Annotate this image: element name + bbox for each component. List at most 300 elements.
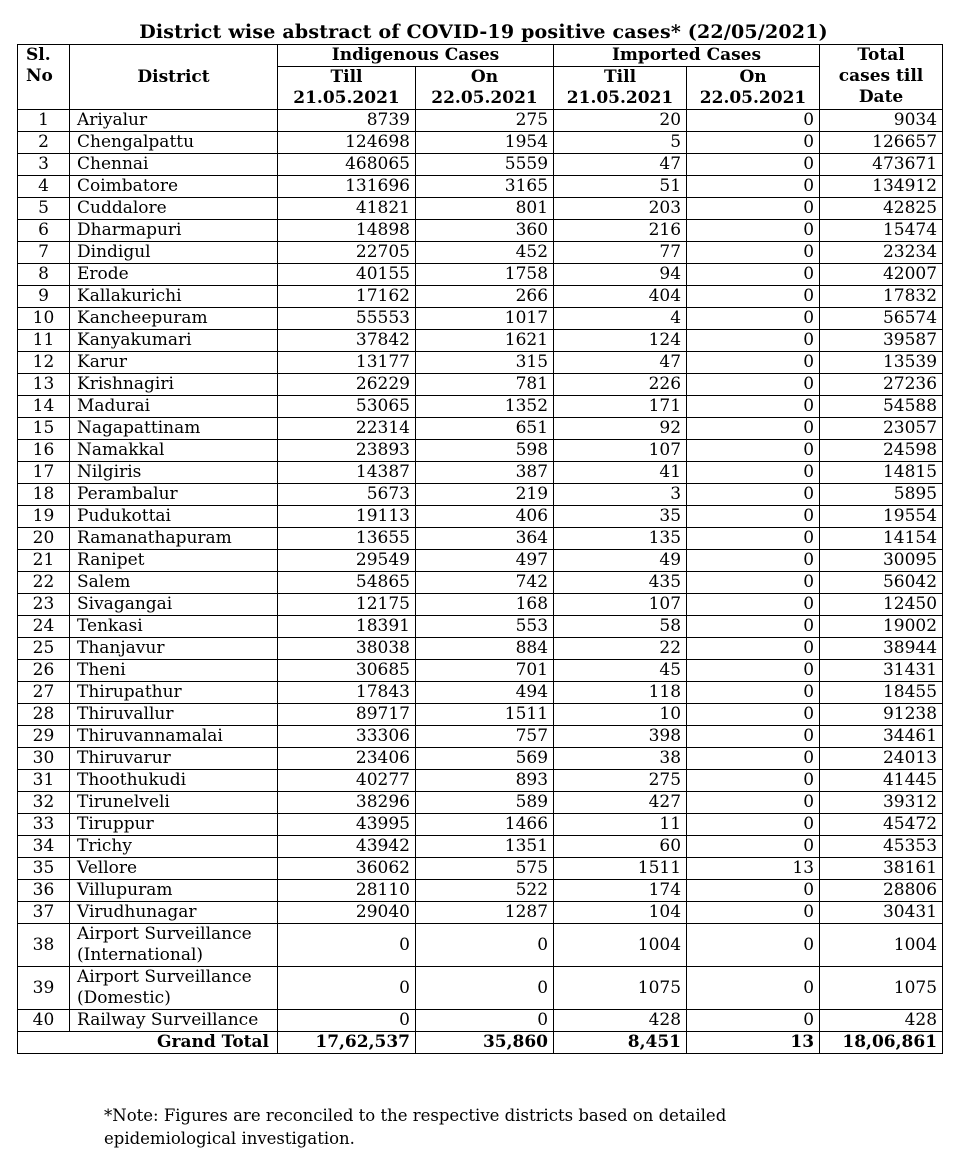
indigenous-till-cell: 26229 (278, 374, 416, 396)
table-row (18, 418, 943, 440)
total-cell: 45353 (820, 836, 943, 858)
indigenous-on-cell: 1511 (416, 704, 554, 726)
table-row (18, 550, 943, 572)
sl-no-cell: 20 (18, 528, 70, 550)
table-row (18, 967, 943, 1010)
sl-no-cell: 17 (18, 462, 70, 484)
imported-on-cell: 0 (687, 352, 820, 374)
table-row (18, 660, 943, 682)
imported-till-cell: 427 (554, 792, 687, 814)
header-imported: Imported Cases (554, 45, 820, 67)
imported-till-cell: 77 (554, 242, 687, 264)
indigenous-till-cell: 0 (278, 967, 416, 1010)
header-indigenous-till-date: 21.05.2021 (278, 88, 416, 110)
imported-till-cell: 4 (554, 308, 687, 330)
indigenous-on-cell: 387 (416, 462, 554, 484)
district-line2: (Domestic) (77, 988, 171, 1008)
indigenous-till-cell: 22314 (278, 418, 416, 440)
indigenous-till-cell: 14898 (278, 220, 416, 242)
district-cell (70, 924, 278, 967)
table-row (18, 836, 943, 858)
imported-on-cell: 0 (687, 440, 820, 462)
imported-till-cell: 1511 (554, 858, 687, 880)
district-cell: Kanyakumari (70, 330, 278, 352)
district-cell: Karur (70, 352, 278, 374)
indigenous-till-cell: 41821 (278, 198, 416, 220)
district-cell: Namakkal (70, 440, 278, 462)
district-cases-table (17, 44, 943, 1054)
imported-till-cell: 275 (554, 770, 687, 792)
imported-till-cell: 5 (554, 132, 687, 154)
imported-till-cell: 3 (554, 484, 687, 506)
total-cell: 19554 (820, 506, 943, 528)
imported-on-cell: 0 (687, 286, 820, 308)
district-cell: Tirunelveli (70, 792, 278, 814)
indigenous-on-cell: 893 (416, 770, 554, 792)
district-cell: Railway Surveillance (70, 1010, 278, 1032)
district-cell: Tenkasi (70, 616, 278, 638)
total-cell: 28806 (820, 880, 943, 902)
district-cell: Pudukottai (70, 506, 278, 528)
indigenous-on-cell: 266 (416, 286, 554, 308)
imported-on-cell: 0 (687, 748, 820, 770)
table-row (18, 440, 943, 462)
header-indigenous: Indigenous Cases (278, 45, 554, 67)
imported-on-cell: 0 (687, 836, 820, 858)
imported-till-cell: 107 (554, 594, 687, 616)
sl-no-cell: 10 (18, 308, 70, 330)
total-cell: 5895 (820, 484, 943, 506)
imported-on-cell: 0 (687, 330, 820, 352)
indigenous-till-cell: 0 (278, 1010, 416, 1032)
imported-on-cell: 0 (687, 110, 820, 132)
imported-till-cell: 47 (554, 352, 687, 374)
total-cell: 23234 (820, 242, 943, 264)
header-imported-on-date: 22.05.2021 (687, 88, 820, 110)
imported-till-cell: 22 (554, 638, 687, 660)
indigenous-on-cell: 1017 (416, 308, 554, 330)
indigenous-on-cell: 589 (416, 792, 554, 814)
indigenous-on-cell: 522 (416, 880, 554, 902)
total-cell: 42007 (820, 264, 943, 286)
header-indigenous-till: Till (278, 67, 416, 89)
total-cell: 30431 (820, 902, 943, 924)
indigenous-on-cell: 575 (416, 858, 554, 880)
indigenous-on-cell: 0 (416, 1010, 554, 1032)
imported-on-cell: 0 (687, 682, 820, 704)
district-cell: Vellore (70, 858, 278, 880)
table-row (18, 748, 943, 770)
district-cell: Dharmapuri (70, 220, 278, 242)
total-cell: 14815 (820, 462, 943, 484)
sl-no-cell: 3 (18, 154, 70, 176)
total-cell: 18455 (820, 682, 943, 704)
imported-till-cell: 135 (554, 528, 687, 550)
table-row (18, 374, 943, 396)
imported-till-cell: 20 (554, 110, 687, 132)
total-cell: 91238 (820, 704, 943, 726)
imported-on-cell: 0 (687, 550, 820, 572)
header-indigenous-on: On (416, 67, 554, 89)
imported-on-cell: 0 (687, 638, 820, 660)
imported-till-cell: 104 (554, 902, 687, 924)
indigenous-till-cell: 28110 (278, 880, 416, 902)
total-cell: 12450 (820, 594, 943, 616)
imported-till-cell: 92 (554, 418, 687, 440)
district-cell: Villupuram (70, 880, 278, 902)
table-row (18, 506, 943, 528)
grand-indigenous-on: 35,860 (416, 1032, 554, 1054)
sl-no-cell: 24 (18, 616, 70, 638)
indigenous-till-cell: 43995 (278, 814, 416, 836)
sl-no-cell: 40 (18, 1010, 70, 1032)
total-cell: 15474 (820, 220, 943, 242)
district-cell: Virudhunagar (70, 902, 278, 924)
imported-on-cell: 0 (687, 264, 820, 286)
indigenous-till-cell: 17843 (278, 682, 416, 704)
sl-no-cell: 27 (18, 682, 70, 704)
district-cell: Krishnagiri (70, 374, 278, 396)
sl-no-cell: 21 (18, 550, 70, 572)
total-cell: 1075 (820, 967, 943, 1010)
indigenous-till-cell: 38296 (278, 792, 416, 814)
sl-no-cell: 5 (18, 198, 70, 220)
imported-on-cell: 0 (687, 374, 820, 396)
indigenous-on-cell: 1954 (416, 132, 554, 154)
imported-on-cell: 0 (687, 594, 820, 616)
sl-no-cell: 9 (18, 286, 70, 308)
sl-no-cell: 13 (18, 374, 70, 396)
indigenous-till-cell: 54865 (278, 572, 416, 594)
district-cell: Ramanathapuram (70, 528, 278, 550)
indigenous-till-cell: 13177 (278, 352, 416, 374)
sl-no-cell: 14 (18, 396, 70, 418)
indigenous-till-cell: 12175 (278, 594, 416, 616)
imported-till-cell: 11 (554, 814, 687, 836)
indigenous-till-cell: 131696 (278, 176, 416, 198)
footnote-line2: epidemiological investigation. (104, 1129, 355, 1148)
imported-till-cell: 118 (554, 682, 687, 704)
sl-no-cell: 1 (18, 110, 70, 132)
total-cell: 56042 (820, 572, 943, 594)
indigenous-till-cell: 55553 (278, 308, 416, 330)
indigenous-till-cell: 5673 (278, 484, 416, 506)
total-cell: 126657 (820, 132, 943, 154)
sl-no-cell: 23 (18, 594, 70, 616)
total-cell: 19002 (820, 616, 943, 638)
indigenous-on-cell: 5559 (416, 154, 554, 176)
imported-on-cell: 0 (687, 770, 820, 792)
table-row (18, 154, 943, 176)
imported-till-cell: 51 (554, 176, 687, 198)
indigenous-on-cell: 701 (416, 660, 554, 682)
imported-on-cell: 0 (687, 880, 820, 902)
indigenous-till-cell: 8739 (278, 110, 416, 132)
total-cell: 1004 (820, 924, 943, 967)
district-cell: Kallakurichi (70, 286, 278, 308)
sl-no-cell: 25 (18, 638, 70, 660)
indigenous-on-cell: 553 (416, 616, 554, 638)
indigenous-on-cell: 1466 (416, 814, 554, 836)
district-cell: Trichy (70, 836, 278, 858)
imported-till-cell: 107 (554, 440, 687, 462)
table-row (18, 110, 943, 132)
imported-till-cell: 1004 (554, 924, 687, 967)
header-district: District (70, 45, 278, 110)
district-line1: Airport Surveillance (77, 924, 252, 944)
table-row (18, 924, 943, 967)
header-sl-no (18, 45, 70, 110)
imported-on-cell: 0 (687, 484, 820, 506)
district-cell: Thiruvarur (70, 748, 278, 770)
imported-till-cell: 398 (554, 726, 687, 748)
table-row (18, 484, 943, 506)
indigenous-on-cell: 1758 (416, 264, 554, 286)
table-row (18, 176, 943, 198)
total-cell: 38161 (820, 858, 943, 880)
header-indigenous-on-date: 22.05.2021 (416, 88, 554, 110)
district-cell: Chennai (70, 154, 278, 176)
header-total-line2: cases till (838, 66, 924, 86)
imported-till-cell: 58 (554, 616, 687, 638)
indigenous-till-cell: 43942 (278, 836, 416, 858)
table-row (18, 572, 943, 594)
imported-on-cell: 0 (687, 616, 820, 638)
indigenous-till-cell: 23406 (278, 748, 416, 770)
indigenous-on-cell: 781 (416, 374, 554, 396)
table-row (18, 242, 943, 264)
header-total-line3: Date (858, 87, 904, 107)
imported-till-cell: 60 (554, 836, 687, 858)
indigenous-till-cell: 124698 (278, 132, 416, 154)
indigenous-on-cell: 742 (416, 572, 554, 594)
total-cell: 24013 (820, 748, 943, 770)
header-total (820, 45, 943, 110)
total-cell: 134912 (820, 176, 943, 198)
grand-total-value: 18,06,861 (820, 1032, 943, 1054)
grand-imported-on: 13 (687, 1032, 820, 1054)
total-cell: 30095 (820, 550, 943, 572)
indigenous-till-cell: 29549 (278, 550, 416, 572)
imported-on-cell: 0 (687, 792, 820, 814)
total-cell: 17832 (820, 286, 943, 308)
imported-till-cell: 226 (554, 374, 687, 396)
district-cell: Salem (70, 572, 278, 594)
sl-no-cell: 18 (18, 484, 70, 506)
indigenous-till-cell: 13655 (278, 528, 416, 550)
imported-till-cell: 174 (554, 880, 687, 902)
district-line2: (International) (77, 945, 204, 965)
table-row (18, 396, 943, 418)
imported-till-cell: 35 (554, 506, 687, 528)
indigenous-on-cell: 651 (416, 418, 554, 440)
imported-on-cell: 0 (687, 506, 820, 528)
imported-till-cell: 45 (554, 660, 687, 682)
imported-till-cell: 38 (554, 748, 687, 770)
table-row (18, 902, 943, 924)
imported-till-cell: 124 (554, 330, 687, 352)
imported-on-cell: 0 (687, 242, 820, 264)
imported-till-cell: 404 (554, 286, 687, 308)
total-cell: 41445 (820, 770, 943, 792)
imported-till-cell: 47 (554, 154, 687, 176)
indigenous-on-cell: 219 (416, 484, 554, 506)
indigenous-on-cell: 0 (416, 924, 554, 967)
district-cell: Thiruvallur (70, 704, 278, 726)
header-total-line1: Total (857, 45, 905, 65)
total-cell: 39587 (820, 330, 943, 352)
indigenous-till-cell: 36062 (278, 858, 416, 880)
imported-till-cell: 10 (554, 704, 687, 726)
indigenous-on-cell: 569 (416, 748, 554, 770)
indigenous-on-cell: 275 (416, 110, 554, 132)
indigenous-on-cell: 1621 (416, 330, 554, 352)
imported-on-cell: 0 (687, 308, 820, 330)
indigenous-on-cell: 598 (416, 440, 554, 462)
sl-no-cell: 38 (18, 924, 70, 967)
imported-on-cell: 0 (687, 814, 820, 836)
table-row (18, 220, 943, 242)
indigenous-on-cell: 1351 (416, 836, 554, 858)
district-cell: Nilgiris (70, 462, 278, 484)
imported-on-cell: 0 (687, 132, 820, 154)
total-cell: 14154 (820, 528, 943, 550)
imported-till-cell: 1075 (554, 967, 687, 1010)
district-cell: Ariyalur (70, 110, 278, 132)
indigenous-on-cell: 1287 (416, 902, 554, 924)
indigenous-on-cell: 1352 (416, 396, 554, 418)
table-row (18, 616, 943, 638)
indigenous-till-cell: 38038 (278, 638, 416, 660)
total-cell: 13539 (820, 352, 943, 374)
table-row (18, 286, 943, 308)
indigenous-till-cell: 18391 (278, 616, 416, 638)
indigenous-till-cell: 89717 (278, 704, 416, 726)
header-imported-till: Till (554, 67, 687, 89)
sl-no-cell: 29 (18, 726, 70, 748)
indigenous-on-cell: 801 (416, 198, 554, 220)
district-cell: Perambalur (70, 484, 278, 506)
table-row (18, 462, 943, 484)
sl-no-cell: 16 (18, 440, 70, 462)
indigenous-on-cell: 360 (416, 220, 554, 242)
sl-no-cell: 28 (18, 704, 70, 726)
indigenous-till-cell: 40155 (278, 264, 416, 286)
header-sl-line1: Sl. (26, 45, 51, 65)
sl-no-cell: 26 (18, 660, 70, 682)
imported-on-cell: 0 (687, 967, 820, 1010)
indigenous-till-cell: 33306 (278, 726, 416, 748)
indigenous-till-cell: 14387 (278, 462, 416, 484)
total-cell: 9034 (820, 110, 943, 132)
total-cell: 27236 (820, 374, 943, 396)
district-cell: Cuddalore (70, 198, 278, 220)
imported-on-cell: 0 (687, 396, 820, 418)
imported-on-cell: 0 (687, 176, 820, 198)
sl-no-cell: 22 (18, 572, 70, 594)
district-cell: Sivagangai (70, 594, 278, 616)
total-cell: 42825 (820, 198, 943, 220)
district-cell: Thiruvannamalai (70, 726, 278, 748)
indigenous-till-cell: 37842 (278, 330, 416, 352)
imported-on-cell: 0 (687, 704, 820, 726)
sl-no-cell: 6 (18, 220, 70, 242)
sl-no-cell: 2 (18, 132, 70, 154)
district-cell: Thoothukudi (70, 770, 278, 792)
imported-till-cell: 41 (554, 462, 687, 484)
header-sl-line2: No (26, 66, 53, 86)
indigenous-till-cell: 0 (278, 924, 416, 967)
table-row (18, 264, 943, 286)
imported-on-cell: 13 (687, 858, 820, 880)
district-cell (70, 967, 278, 1010)
imported-till-cell: 428 (554, 1010, 687, 1032)
table-row (18, 792, 943, 814)
district-cell: Ranipet (70, 550, 278, 572)
table-row (18, 704, 943, 726)
total-cell: 31431 (820, 660, 943, 682)
indigenous-on-cell: 315 (416, 352, 554, 374)
district-cell: Theni (70, 660, 278, 682)
indigenous-till-cell: 53065 (278, 396, 416, 418)
sl-no-cell: 15 (18, 418, 70, 440)
indigenous-till-cell: 22705 (278, 242, 416, 264)
sl-no-cell: 39 (18, 967, 70, 1010)
indigenous-till-cell: 30685 (278, 660, 416, 682)
imported-till-cell: 49 (554, 550, 687, 572)
table-row (18, 880, 943, 902)
sl-no-cell: 37 (18, 902, 70, 924)
table-row (18, 770, 943, 792)
imported-on-cell: 0 (687, 660, 820, 682)
indigenous-on-cell: 884 (416, 638, 554, 660)
indigenous-on-cell: 757 (416, 726, 554, 748)
table-row (18, 352, 943, 374)
table-row (18, 528, 943, 550)
district-cell: Kancheepuram (70, 308, 278, 330)
table-row (18, 132, 943, 154)
sl-no-cell: 31 (18, 770, 70, 792)
total-cell: 23057 (820, 418, 943, 440)
indigenous-till-cell: 17162 (278, 286, 416, 308)
imported-on-cell: 0 (687, 902, 820, 924)
indigenous-till-cell: 19113 (278, 506, 416, 528)
district-line1: Airport Surveillance (77, 967, 252, 987)
sl-no-cell: 32 (18, 792, 70, 814)
total-cell: 45472 (820, 814, 943, 836)
indigenous-on-cell: 494 (416, 682, 554, 704)
indigenous-till-cell: 40277 (278, 770, 416, 792)
indigenous-on-cell: 3165 (416, 176, 554, 198)
imported-on-cell: 0 (687, 528, 820, 550)
district-cell: Thirupathur (70, 682, 278, 704)
sl-no-cell: 8 (18, 264, 70, 286)
imported-till-cell: 171 (554, 396, 687, 418)
indigenous-till-cell: 23893 (278, 440, 416, 462)
total-cell: 428 (820, 1010, 943, 1032)
district-cell: Tiruppur (70, 814, 278, 836)
header-imported-on: On (687, 67, 820, 89)
indigenous-on-cell: 452 (416, 242, 554, 264)
district-cell: Thanjavur (70, 638, 278, 660)
header-imported-till-date: 21.05.2021 (554, 88, 687, 110)
sl-no-cell: 30 (18, 748, 70, 770)
total-cell: 39312 (820, 792, 943, 814)
table-row (18, 198, 943, 220)
indigenous-on-cell: 497 (416, 550, 554, 572)
total-cell: 34461 (820, 726, 943, 748)
imported-on-cell: 0 (687, 154, 820, 176)
